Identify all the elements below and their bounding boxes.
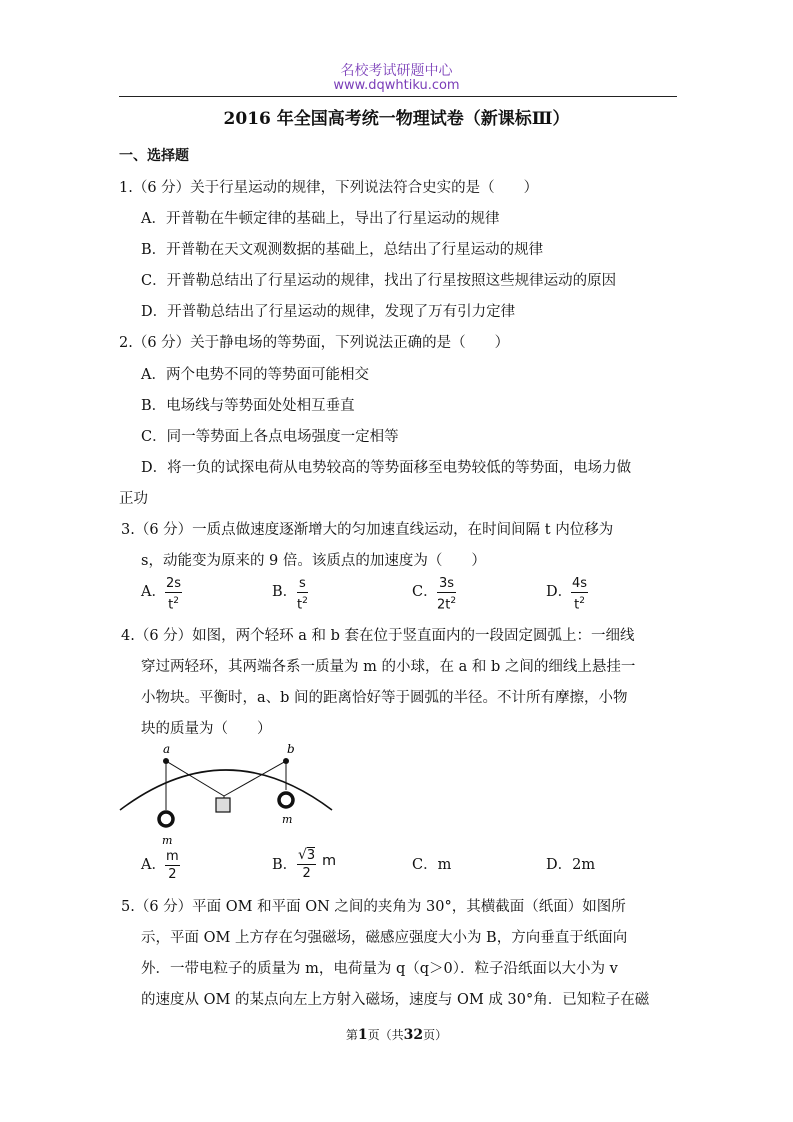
- fraction-denominator: t: [168, 597, 174, 613]
- question-3-option-b-fraction: [297, 576, 308, 613]
- question-2-option-d-continued: 正功: [119, 491, 148, 507]
- question-3-option-d-label: D．: [546, 584, 573, 600]
- label-m-right: m: [282, 813, 293, 826]
- section-heading: 一、选择题: [119, 148, 189, 164]
- question-4-option-b-label: B．: [272, 857, 298, 873]
- fraction-exponent: 2: [450, 596, 457, 606]
- fraction-exponent: 2: [579, 596, 585, 606]
- question-3-option-a-label: A．: [141, 584, 166, 600]
- question-5-stem-line-3: 外．一带电粒子的质量为 m，电荷量为 q（q＞0）．粒子沿纸面以大小为 v: [141, 961, 618, 977]
- fraction-denominator: 2: [168, 867, 177, 882]
- question-4-option-d: D．2m: [546, 857, 596, 873]
- question-4-stem-line-3: 小物块。平衡时，a、b 间的距离恰好等于圆弧的半径。不计所有摩擦，小物: [141, 690, 628, 706]
- fraction-denominator: t: [297, 597, 303, 613]
- question-5-stem-line-4: 的速度从 OM 的某点向左上方射入磁场，速度与 OM 成 30°角．已知粒子在磁: [141, 992, 650, 1008]
- question-5-stem-line-1: 5.（6 分）平面 OM 和平面 ON 之间的夹角为 30°，其横截面（纸面）如图所: [121, 899, 626, 915]
- footer-suffix: 页）: [423, 1028, 448, 1042]
- question-4-option-b-tail: m: [322, 853, 337, 869]
- page-title: 2016 年全国高考统一物理试卷（新课标Ⅲ）: [223, 109, 570, 129]
- fraction-exponent: 2: [173, 596, 179, 606]
- fraction-numerator: m: [166, 849, 179, 864]
- fraction-denominator: t: [574, 597, 580, 613]
- question-3-option-b-label: B．: [272, 584, 298, 600]
- ring-a: [163, 758, 169, 764]
- fraction-numerator: s: [297, 576, 308, 593]
- question-4-stem-line-4: 块的质量为（ ）: [141, 721, 272, 737]
- question-2-option-b: B．电场线与等势面处处相互垂直: [141, 398, 355, 414]
- footer-mid: 页（共: [367, 1028, 404, 1042]
- question-3-stem-line-1: 3.（6 分）一质点做速度逐渐增大的匀加速直线运动，在时间间隔 t 内位移为: [121, 522, 614, 538]
- footer-prefix: 第: [345, 1028, 358, 1042]
- question-1-option-b: B．开普勒在天文观测数据的基础上，总结出了行星运动的规律: [141, 242, 544, 258]
- arc-rings-figure: [112, 740, 342, 856]
- footer-page-number: 1: [357, 1027, 368, 1043]
- question-2-option-c: C．同一等势面上各点电场强度一定相等: [141, 429, 399, 445]
- question-5-stem-line-2: 示，平面 OM 上方存在匀强磁场，磁感应强度大小为 B，方向垂直于纸面向: [141, 930, 628, 946]
- question-2-option-d: D．将一负的试探电荷从电势较高的等势面移至电势较低的等势面，电场力做: [141, 460, 632, 476]
- question-3-option-c-fraction: [437, 576, 456, 613]
- fraction-exponent: 2: [302, 596, 308, 606]
- question-4-stem-line-2: 穿过两轻环，其两端各系一质量为 m 的小球，在 a 和 b 之间的细线上悬挂一: [141, 659, 636, 675]
- footer-total-pages: 32: [403, 1027, 424, 1043]
- question-1-option-a: A．开普勒在牛顿定律的基础上，导出了行星运动的规律: [141, 211, 500, 227]
- question-2-stem: 2.（6 分）关于静电场的等势面，下列说法正确的是（ ）: [119, 335, 510, 351]
- site-name: 名校考试研题中心: [340, 63, 453, 79]
- hanging-block: [216, 798, 230, 812]
- question-3-option-c-label: C．: [412, 584, 438, 600]
- fraction-numerator: 3s: [437, 576, 456, 593]
- question-4-option-b-fraction: $\frac{√3}{2}$: [298, 847, 316, 881]
- fraction-denominator: 2: [302, 866, 311, 881]
- question-4-option-a-label: A．: [141, 857, 166, 873]
- question-3-stem-line-2: s，动能变为原来的 9 倍。该质点的加速度为（ ）: [141, 553, 486, 569]
- question-2-option-a: A．两个电势不同的等势面可能相交: [141, 367, 369, 383]
- label-b: b: [287, 742, 295, 756]
- fraction-denominator: 2t: [437, 597, 451, 613]
- question-3-option-a-fraction: [165, 576, 182, 613]
- question-1-option-d: D．开普勒总结出了行星运动的规律，发现了万有引力定律: [141, 304, 516, 320]
- left-thread: [166, 761, 224, 796]
- question-3-option-d-fraction: [571, 576, 588, 613]
- question-1-stem: 1.（6 分）关于行星运动的规律，下列说法符合史实的是（ ）: [119, 180, 539, 196]
- label-a: a: [163, 742, 171, 756]
- question-1-option-c: C．开普勒总结出了行星运动的规律，找出了行星按照这些规律运动的原因: [141, 273, 617, 289]
- header-rule: [119, 96, 677, 97]
- fraction-numerator: 2s: [166, 576, 182, 591]
- question-4-option-a-fraction: [165, 849, 180, 883]
- sqrt-radicand: 3: [306, 848, 316, 863]
- left-ball: [159, 812, 173, 826]
- question-4-stem-line-1: 4.（6 分）如图，两个轻环 a 和 b 套在位于竖直面内的一段固定圆弧上：一细线: [121, 628, 635, 644]
- right-ball: [279, 793, 293, 807]
- question-4-option-c: C．m: [412, 857, 452, 873]
- label-m-left: m: [162, 834, 173, 847]
- fraction-numerator: 4s: [572, 576, 588, 591]
- page-footer: [0, 1026, 793, 1043]
- ring-b: [283, 758, 289, 764]
- site-url[interactable]: www.dqwhtiku.com: [333, 78, 460, 93]
